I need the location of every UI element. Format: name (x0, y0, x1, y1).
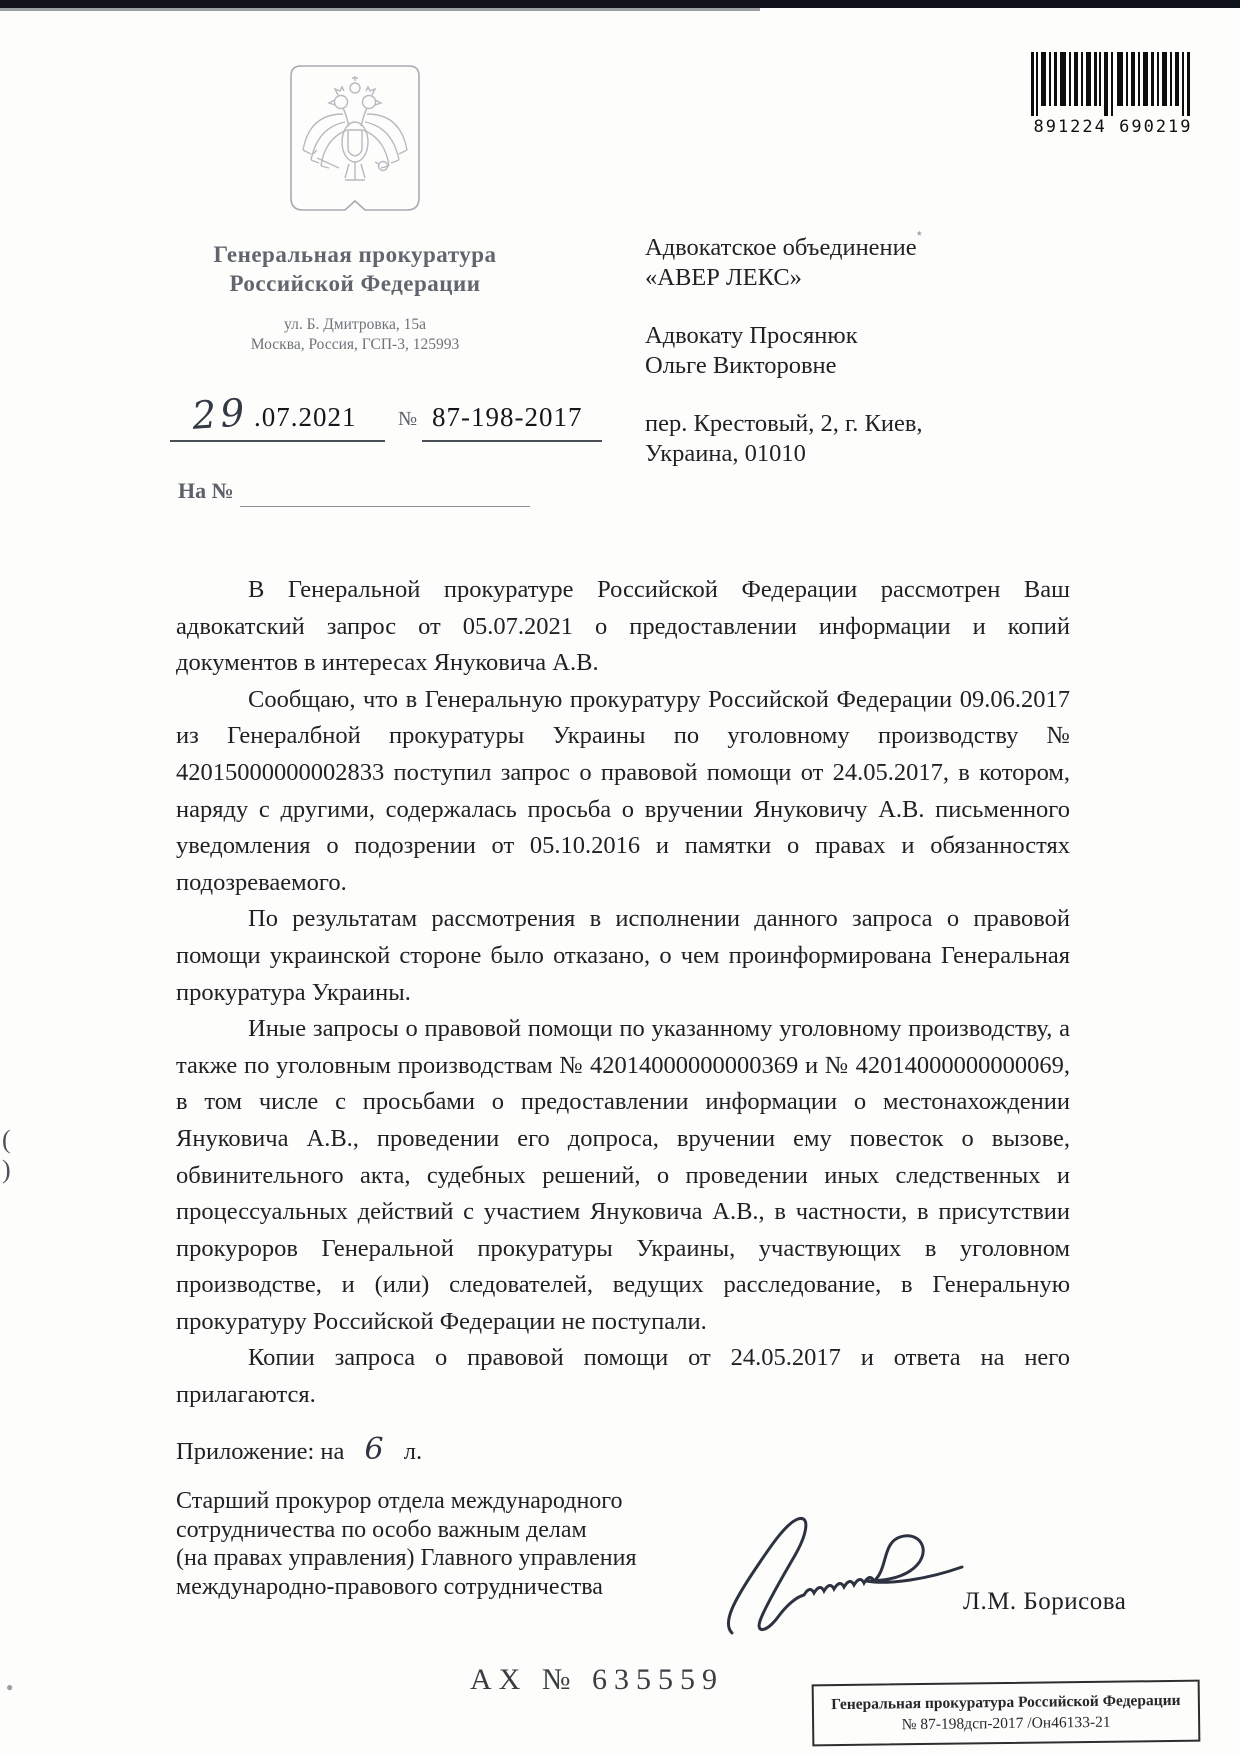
scan-edge-artifact (0, 0, 1240, 8)
barcode (1028, 52, 1198, 140)
reply-to-underline (240, 506, 530, 507)
russia-double-eagle-icon (283, 62, 427, 220)
org-name-line2: Российской Федерации (229, 271, 481, 296)
barcode-bars-icon (1029, 52, 1197, 116)
body-paragraph-1: В Генеральной прокуратуре Российской Федерации рассмотрен Ваш адвокатский запрос от 05.07.2021 о предоставлении информации и копий документов в интересах Януковича А.В. (176, 576, 1070, 677)
letterhead-org-name (170, 240, 540, 298)
recipient-address-line2: Украина, 01010 (645, 440, 806, 467)
letter-body (176, 572, 1070, 1414)
stamp-number-line: № 87-198дсп-2017 /Он46133-21 (901, 1713, 1111, 1733)
recipient-address-line1: пер. Крестовый, 2, г. Киев, (645, 410, 923, 437)
signer-title-line3: (на правах управления) Главного управления (176, 1545, 637, 1571)
signer-title-line2: сотрудничества по особо важным делам (176, 1516, 587, 1543)
recipient-block (645, 233, 1065, 497)
date-number-line (170, 390, 590, 460)
stamp-org-line: Генеральная прокуратура Российской Федерации (831, 1691, 1181, 1713)
date-underline (170, 440, 385, 442)
body-paragraph-5: Копии запроса о правовой помощи от 24.05.2017 и ответа на него прилагаются. (176, 1344, 1070, 1409)
attachment-suffix: л. (403, 1438, 423, 1465)
reply-to-label: На № (178, 478, 234, 503)
signer-title (176, 1487, 736, 1601)
form-number: АХ № 635559 (470, 1663, 724, 1696)
scan-speck: ● (6, 1680, 14, 1694)
letterhead-address (170, 315, 540, 355)
barcode-digits: 891224 690219 (1033, 117, 1193, 137)
signature-stroke-icon (720, 1505, 980, 1655)
registration-stamp (812, 1680, 1201, 1747)
signer-title-line4: международно-правового сотрудничества (176, 1573, 603, 1600)
attachment-pages-handwritten: 6 (364, 1432, 384, 1467)
coat-of-arms (283, 62, 427, 220)
org-name-line1: Генеральная прокуратура (213, 242, 497, 267)
handwritten-day: 29 (190, 390, 250, 438)
recipient-org-line1: Адвокатское объединение (645, 234, 917, 261)
outgoing-number: 87-198-2017 (432, 402, 583, 432)
letterhead-address-line1: ул. Б. Дмитровка, 15а (284, 316, 426, 333)
signer-name: Л.М. Борисова (963, 1588, 1127, 1615)
number-underline (422, 440, 602, 442)
attachment-label: Приложение: на (176, 1438, 345, 1465)
recipient-org-line2: «АВЕР ЛЕКС» (645, 264, 802, 291)
recipient-person-line1: Адвокату Просянюк (645, 322, 858, 349)
body-paragraph-4: Иные запросы о правовой помощи по указанному уголовному производству, а также по уголовным производствам № 42014000000000369 и № 42014000000000069, в том числе с просьбами о предоставлении информации о местонахождении Януковича А.В., проведении его допроса, вручении ему повесток о вызове, обвинительного акта, судебных решений, о проведении иных следственных и процессуальных действий с участием Януковича А.В., в частности, в присутствии прокуроров Генеральной прокуратуры Украины, участвующих в уголовном производстве, и (или) следователей, ведущих расследование, в Генеральную прокуратуру Российской Федерации не поступали. (176, 1015, 1070, 1335)
recipient-person-line2: Ольге Викторовне (645, 352, 837, 379)
scan-edge-artifact-shadow (0, 8, 760, 11)
scan-margin-mark: ( ) (2, 1125, 11, 1184)
signer-title-line1: Старший прокурор отдела международного (176, 1488, 623, 1514)
attachment-line (176, 1432, 422, 1467)
letterhead-address-line2: Москва, Россия, ГСП-3, 125993 (250, 336, 460, 353)
scan-speck: ٭ (916, 226, 923, 240)
recipient-person (645, 321, 1065, 381)
handwritten-signature (720, 1505, 980, 1655)
body-paragraph-2: Сообщаю, что в Генеральную прокуратуру Российской Федерации 09.06.2017 из Генералбной прокуратуры Украины по уголовному производству № 42015000000002833 поступил запрос о правовой помощи от 24.05.2017, в котором, наряду с другими, содержалась просьба о вручении Януковичу А.В. письменного уведомления о подозрении от 05.10.2016 и памятки о правах и обязанностях подозреваемого. (176, 685, 1070, 896)
number-sign: № (398, 408, 418, 430)
date-printed: .07.2021 (254, 402, 357, 432)
body-paragraph-3: По результатам рассмотрения в исполнении данного запроса о правовой помощи украинской стороне было отказано, о чем проинформирована Генеральная прокуратура Украины. (176, 905, 1070, 1006)
recipient-address (645, 409, 1065, 469)
recipient-org (645, 233, 1065, 293)
